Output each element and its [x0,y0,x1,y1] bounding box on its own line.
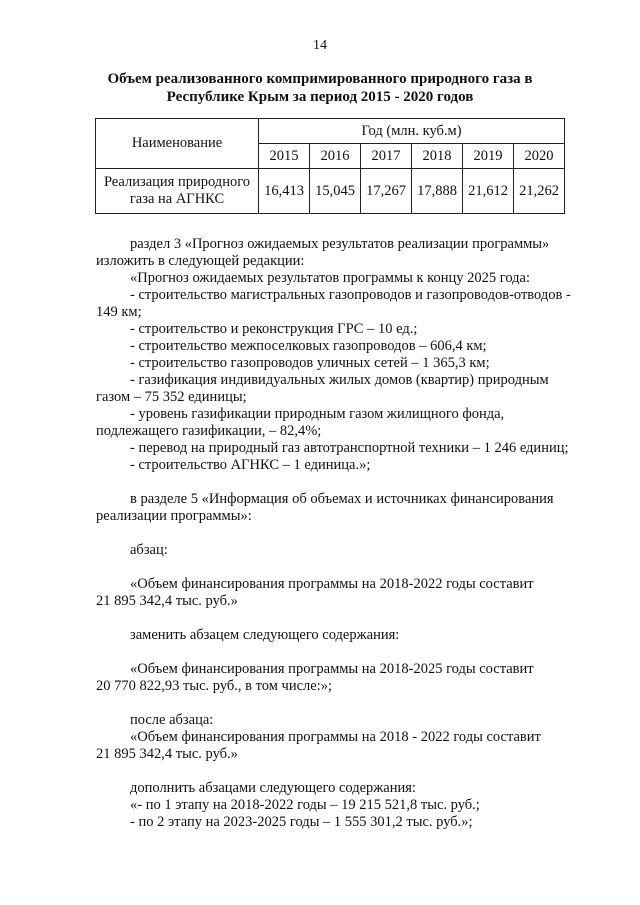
header-year: 2016 [310,144,361,169]
list-item: «- по 1 этапу на 2018-2022 годы – 19 215 521,8 тыс. руб.; [130,797,480,813]
list-item: - газификация индивидуальных жилых домов (квартир) природным [130,372,549,388]
document-body [96,236,601,831]
table-cell: 17,888 [412,169,463,214]
spacer [96,644,601,661]
header-year: 2019 [463,144,514,169]
table-cell: 21,262 [514,169,565,214]
table-title-line-2: Республике Крым за период 2015 - 2020 годов [166,89,474,105]
header-year: 2015 [259,144,310,169]
row-label-line-1: Реализация природного [103,174,251,190]
list-item: - строительство АГНКС – 1 единица.»; [130,457,371,473]
header-year: 2017 [361,144,412,169]
paragraph: дополнить абзацами следующего содержания: [130,780,416,796]
paragraph: после абзаца: [130,712,214,728]
list-item: - строительство и реконструкция ГРС – 10 ед.; [130,321,418,337]
table-row [96,169,565,214]
spacer [96,695,601,712]
list-item: 149 км; [96,304,142,320]
table-cell: 17,267 [361,169,412,214]
list-item: - строительство магистральных газопроводов и газопроводов-отводов - [130,287,571,303]
header-name: Наименование [96,119,259,169]
list-item: - строительство газопроводов уличных сетей – 1 365,3 км; [130,355,490,371]
table-header-row [96,119,565,144]
list-item: газом – 75 352 единицы; [96,389,247,405]
table-cell: 16,413 [259,169,310,214]
header-year-group: Год (млн. куб.м) [259,119,565,144]
paragraph: 20 770 822,93 тыс. руб., в том числе:»; [96,678,332,694]
table-title-line-1: Объем реализованного компримированного природного газа в [107,71,533,87]
paragraph: абзац: [130,542,168,558]
list-item: - по 2 этапу на 2023-2025 годы – 1 555 301,2 тыс. руб.»; [130,814,473,830]
list-item: - перевод на природный газ автотранспортной техники – 1 246 единиц; [130,440,569,456]
spacer [96,610,601,627]
spacer [96,525,601,542]
paragraph: заменить абзацем следующего содержания: [130,627,400,643]
page-number: 14 [313,38,327,53]
table-title [60,70,580,106]
paragraph: «Прогноз ожидаемых результатов программы к концу 2025 года: [130,270,530,286]
paragraph: раздел 3 «Прогноз ожидаемых результатов реализации программы» [130,236,550,252]
row-label-line-2: газа на АГНКС [129,191,225,207]
spacer [96,559,601,576]
header-year: 2018 [412,144,463,169]
paragraph: «Объем финансирования программы на 2018-2025 годы составит [130,661,534,677]
paragraph: реализации программы»: [96,508,252,524]
paragraph: «Объем финансирования программы на 2018 - 2022 годы составит [130,729,541,745]
header-year: 2020 [514,144,565,169]
table-cell: 15,045 [310,169,361,214]
list-item: подлежащего газификации, – 82,4%; [96,423,322,439]
list-item: - уровень газификации природным газом жилищного фонда, [130,406,505,422]
list-item: - строительство межпоселковых газопроводов – 606,4 км; [130,338,487,354]
paragraph: 21 895 342,4 тыс. руб.» [96,746,238,762]
row-label [96,169,259,214]
paragraph: изложить в следующей редакции: [96,253,305,269]
paragraph: 21 895 342,4 тыс. руб.» [96,593,238,609]
table-cell: 21,612 [463,169,514,214]
spacer [96,763,601,780]
gas-sales-table [95,118,565,214]
paragraph: «Объем финансирования программы на 2018-2022 годы составит [130,576,534,592]
spacer [96,474,601,491]
paragraph: в разделе 5 «Информация об объемах и источниках финансирования [130,491,554,507]
